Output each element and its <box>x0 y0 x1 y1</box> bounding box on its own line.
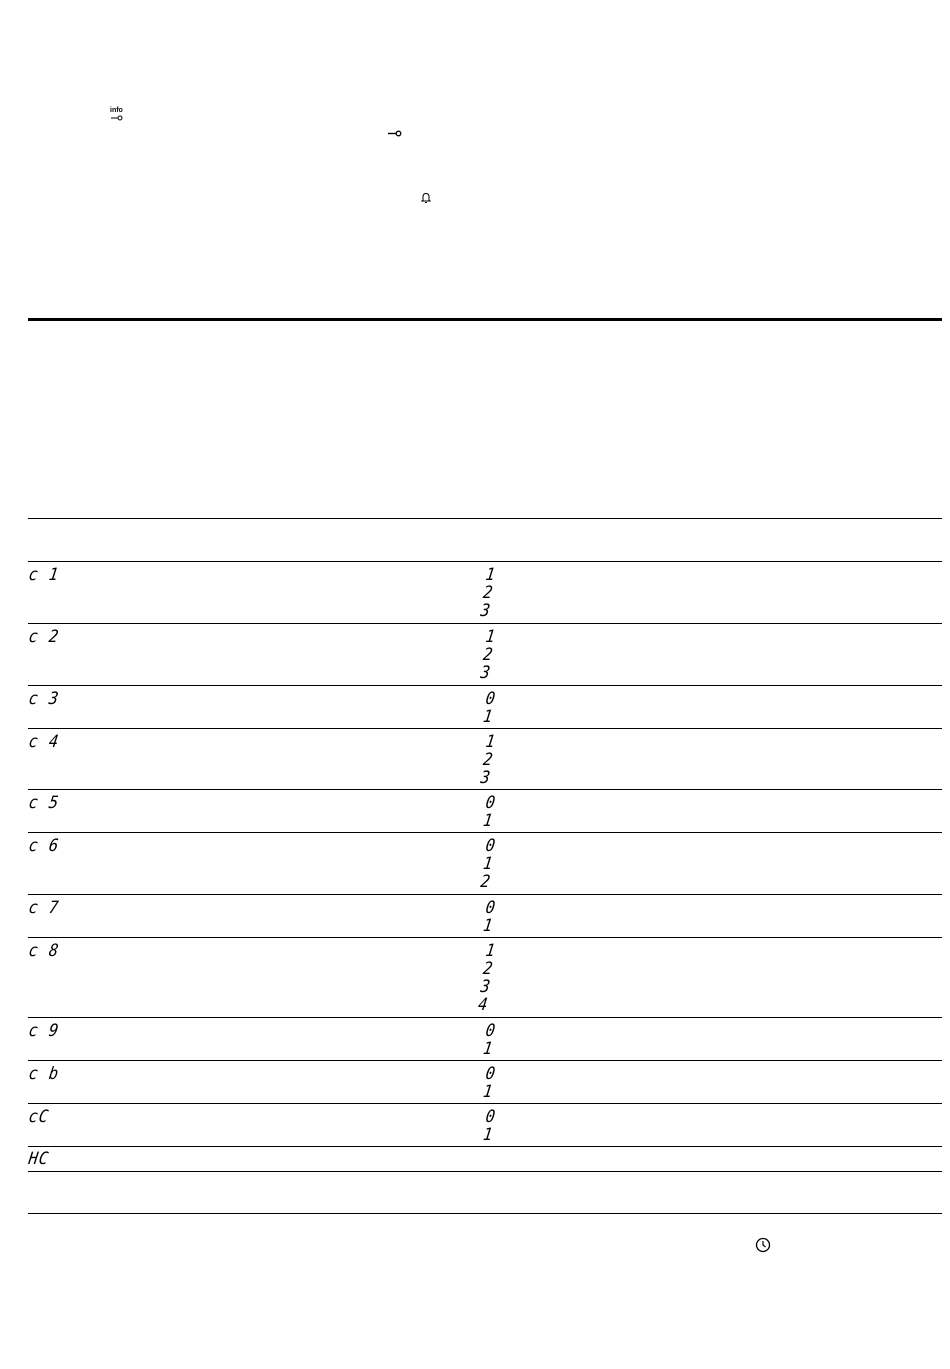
setting-values <box>482 1022 497 1058</box>
setting-values <box>482 899 497 935</box>
setting-code: cC <box>27 1107 51 1127</box>
setting-value: 0 <box>484 689 498 709</box>
setting-values <box>479 566 497 620</box>
table-row <box>28 938 942 1017</box>
setting-value: 2 <box>481 959 495 979</box>
setting-code: c 2 <box>27 627 61 647</box>
setting-value: 1 <box>481 854 495 874</box>
table-row <box>28 1104 942 1146</box>
setting-value: 0 <box>484 898 498 918</box>
setting-value: 1 <box>481 811 495 831</box>
table-row <box>28 895 942 937</box>
setting-code: c 7 <box>27 898 61 918</box>
setting-value: 1 <box>481 916 495 936</box>
setting-value: 3 <box>479 768 493 788</box>
setting-values <box>482 690 497 726</box>
setting-value: 0 <box>484 836 498 856</box>
setting-value: 2 <box>479 872 493 892</box>
setting-value: 4 <box>476 995 490 1015</box>
setting-value: 1 <box>484 565 498 585</box>
setting-value: 2 <box>481 645 495 665</box>
setting-code: c 1 <box>27 565 61 585</box>
setting-values <box>477 942 497 1014</box>
setting-value: 1 <box>481 1082 495 1102</box>
setting-values <box>482 1108 497 1144</box>
clock-icon <box>755 1237 771 1253</box>
setting-value: 0 <box>484 1107 498 1127</box>
setting-value: 0 <box>484 1021 498 1041</box>
setting-values <box>482 1065 497 1101</box>
table-top-rule <box>28 518 942 519</box>
table-row <box>28 1147 942 1171</box>
table-row <box>28 562 942 623</box>
setting-code: c b <box>27 1064 61 1084</box>
setting-values <box>479 628 497 682</box>
setting-value: 3 <box>479 663 493 683</box>
setting-value: 0 <box>484 1064 498 1084</box>
small-key-icon <box>111 115 123 121</box>
table-row <box>28 624 942 685</box>
setting-code: c 5 <box>27 793 61 813</box>
section-divider <box>28 318 942 321</box>
setting-value: 1 <box>484 941 498 961</box>
setting-value: 1 <box>481 1039 495 1059</box>
table-row <box>28 1018 942 1060</box>
table-row <box>28 686 942 728</box>
setting-code: c 6 <box>27 836 61 856</box>
table-row <box>28 1061 942 1103</box>
setting-value: 0 <box>484 793 498 813</box>
setting-value: 3 <box>479 601 493 621</box>
setting-code: c 4 <box>27 732 61 752</box>
setting-values <box>482 794 497 830</box>
setting-code: c 9 <box>27 1021 61 1041</box>
key-icon <box>388 130 402 137</box>
table-row <box>28 729 942 789</box>
setting-value: 1 <box>484 732 498 752</box>
setting-code: c 3 <box>27 689 61 709</box>
bell-icon <box>421 192 431 204</box>
setting-value: 1 <box>481 707 495 727</box>
setting-code: HC <box>27 1149 51 1169</box>
setting-code: c 8 <box>27 941 61 961</box>
setting-value: 3 <box>479 977 493 997</box>
setting-value: 1 <box>481 1125 495 1145</box>
table-row <box>28 833 942 894</box>
setting-values <box>479 837 497 891</box>
info-label: info <box>110 107 123 114</box>
table-row <box>28 790 942 832</box>
setting-value: 2 <box>481 583 495 603</box>
setting-values <box>479 733 497 787</box>
table-bottom-rule <box>28 1213 942 1214</box>
row-divider <box>28 1171 942 1172</box>
setting-value: 2 <box>481 750 495 770</box>
setting-value: 1 <box>484 627 498 647</box>
